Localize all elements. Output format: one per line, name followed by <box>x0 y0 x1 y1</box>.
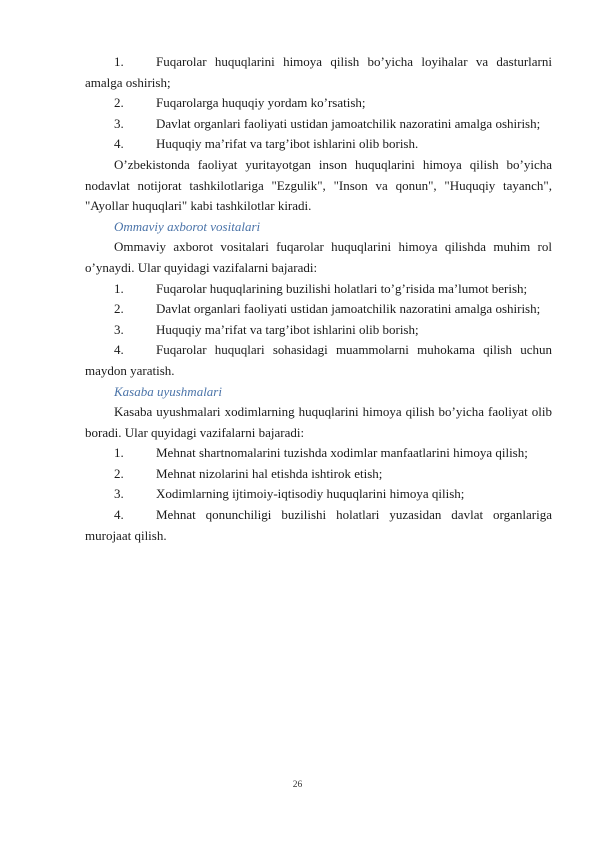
list-text: Fuqarolar huquqlarini himoya qilish bo’yicha loyihalar va dasturlarni amalga oshirish; <box>85 54 552 90</box>
list-number: 3. <box>114 321 124 337</box>
list-item <box>85 52 552 93</box>
list-number: 4. <box>114 136 124 152</box>
list-number: 2. <box>114 301 124 317</box>
list-text: Xodimlarning ijtimoiy-iqtisodiy huquqlarini himoya qilish; <box>156 486 465 502</box>
list-item <box>85 464 552 485</box>
list-item <box>85 484 552 505</box>
section-heading-unions: Kasaba uyushmalari <box>114 383 222 399</box>
list-text: Fuqarolar huquqlari sohasidagi muammolarni muhokama qilish uchun maydon yaratish. <box>85 342 552 378</box>
list-number: 2. <box>114 465 124 481</box>
list-text: Fuqarolarga huquqiy yordam ko’rsatish; <box>156 95 366 111</box>
list-item <box>85 340 552 381</box>
list-text: Davlat organlari faoliyati ustidan jamoatchilik nazoratini amalga oshirish; <box>156 301 541 317</box>
list-number: 2. <box>114 95 124 111</box>
list-item <box>85 505 552 546</box>
list-text: Mehnat qonunchiligi buzilishi holatlari yuzasidan davlat organlariga murojaat qilish. <box>85 507 552 543</box>
section-heading-media: Ommaviy axborot vositalari <box>114 218 261 234</box>
list-text: Huquqiy ma’rifat va targ’ibot ishlarini olib borish. <box>156 136 419 152</box>
list-text: Huquqiy ma’rifat va targ’ibot ishlarini olib borish; <box>156 321 419 337</box>
list-item <box>85 93 552 114</box>
list-number: 3. <box>114 115 124 131</box>
list-item <box>85 320 552 341</box>
list-item <box>85 114 552 135</box>
list-number: 3. <box>114 486 124 502</box>
list-item <box>85 279 552 300</box>
section-intro: Ommaviy axborot vositalari fuqarolar huquqlarini himoya qilishda muhim rol o’ynaydi. Ular quyidagi vazifalarni bajaradi: <box>85 239 552 275</box>
body-paragraph: O’zbekistonda faoliyat yuritayotgan inson huquqlarini himoya qilish bo’yicha nodavlat notijorat tashkilotlariga "Ezgulik", "Inson va qonun", "Huquqiy tayanch", "Ayollar huquqlari" kabi tashkilotlar kiradi. <box>85 156 552 214</box>
list-number: 4. <box>114 342 124 358</box>
page-number: 26 <box>292 780 303 790</box>
list-text: Davlat organlari faoliyati ustidan jamoatchilik nazoratini amalga oshirish; <box>156 115 541 131</box>
list-text: Mehnat shartnomalarini tuzishda xodimlar manfaatlarini himoya qilish; <box>156 445 528 461</box>
list-item <box>85 299 552 320</box>
list-number: 1. <box>114 54 124 69</box>
section-intro: Kasaba uyushmalari xodimlarning huquqlarini himoya qilish bo’yicha faoliyat olib boradi. Ular quyidagi vazifalarni bajaradi: <box>85 404 552 440</box>
list-text: Mehnat nizolarini hal etishda ishtirok etish; <box>156 465 383 481</box>
list-number: 1. <box>114 280 124 296</box>
list-item <box>85 443 552 464</box>
list-item <box>85 134 552 155</box>
document-body <box>85 52 552 546</box>
list-text: Fuqarolar huquqlarining buzilishi holatlari to’g’risida ma’lumot berish; <box>156 280 528 296</box>
list-number: 4. <box>114 507 124 523</box>
list-number: 1. <box>114 445 124 461</box>
